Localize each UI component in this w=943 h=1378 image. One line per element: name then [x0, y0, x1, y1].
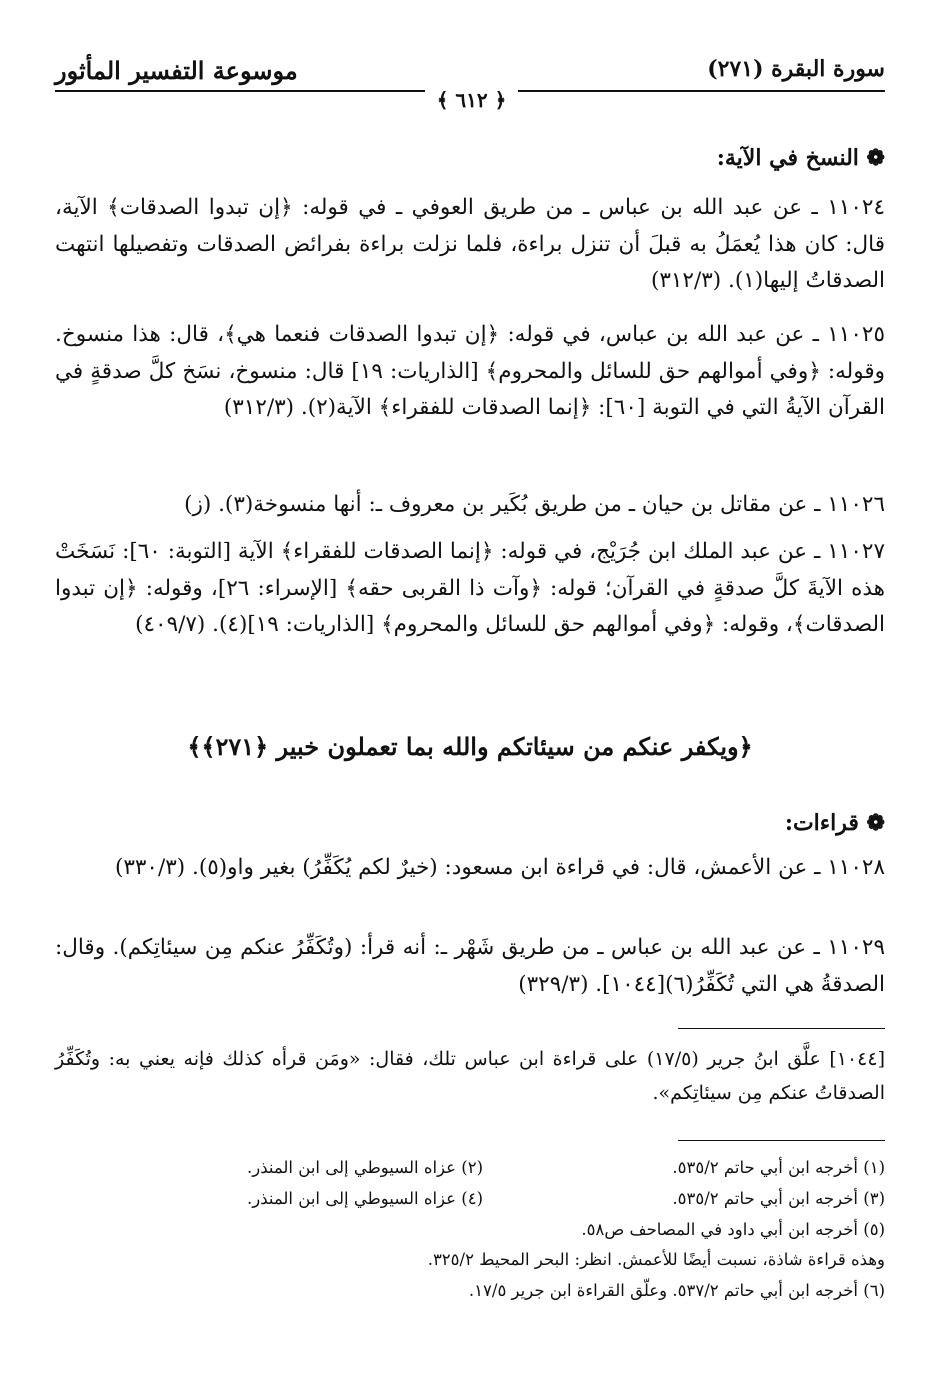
running-header [55, 52, 885, 92]
narration-11025: ١١٠٢٥ ـ عن عبد الله بن عباس، في قوله: ﴿إن تبدوا الصدقات فنعما هي﴾، قال: هذا منسوخ. وقوله: ﴿وفي أموالهم حق للسائل والمحروم﴾ [الذاريات: ١٩] قال: منسوخ، نسَخ كلَّ صدقةٍ في القرآن الآيةُ التي في التوبة [٦٠]: ﴿إنما الصدقات للفقراء﴾ الآية(٢). (٣١٢/٣) [55, 322, 885, 420]
commentary-separator [678, 1028, 885, 1029]
page-number: ﴾ ٦١٢ ﴿ [0, 88, 943, 112]
footnote-5: (٥) أخرجه ابن أبي داود في المصاحف ص٥٨. [581, 1220, 885, 1239]
narration-11027: ١١٠٢٧ ـ عن عبد الملك ابن جُرَيْج، في قوله: ﴿إنما الصدقات للفقراء﴾ الآية [التوبة: ٦٠]: نَسَخَتْ هذه الآيةَ كلَّ صدقةٍ في القرآن؛ قوله: ﴿وآت ذا القربى حقه﴾ [الإسراء: ٢٦]، وقوله: ﴿إن تبدوا الصدقات﴾، وقوله: ﴿وفي أموالهم حق للسائل والمحروم﴾ [الذاريات: ١٩](٤). (٤٠٩/٧) [55, 539, 885, 637]
section-heading-abrogation: ❁ النسخ في الآية: [716, 145, 885, 171]
narration-11026: ١١٠٢٦ ـ عن مقاتل بن حيان ـ من طريق بُكَير بن معروف ـ: أنها منسوخة(٣). (ز) [184, 492, 885, 517]
footnote-6: (٦) أخرجه ابن أبي حاتم ٥٣٧/٢. وعلّق القراءة ابن جرير ١٧/٥. [468, 1281, 885, 1300]
footnote-5-note: وهذه قراءة شاذة، نسبت أيضًا للأعمش. انظر: البحر المحيط ٣٢٥/٢. [427, 1250, 885, 1269]
footnote-4: (٤) عزاه السيوطي إلى ابن المنذر. [247, 1189, 483, 1208]
surah-title: سورة البقرة (٢٧١) [707, 56, 885, 82]
narration-11024: ١١٠٢٤ ـ عن عبد الله بن عباس ـ من طريق العوفي ـ في قوله: ﴿إن تبدوا الصدقات﴾ الآية، قال: كان هذا يُعمَلُ به قبلَ أن تنزل براءة، فلما نزلت براءة بفرائض الصدقات وتفصيلها انتهت الصدقاتُ إليها(١). (٣١٢/٣) [55, 195, 885, 293]
footnote-separator [678, 1140, 885, 1141]
narration-11029: ١١٠٢٩ ـ عن عبد الله بن عباس ـ من طريق شَهْر ـ: أنه قرأ: (وتُكَفِّرُ عنكم مِن سيئاتِكم). وقال: الصدقةُ هي التي تُكَفِّرُ(٦)[١٠٤٤]. (٣٢٩/٣) [55, 935, 885, 997]
quran-verse: ﴿ويكفر عنكم من سيئاتكم والله بما تعملون خبير ﴿٢٧١﴾﴾ [187, 732, 753, 761]
narration-11028: ١١٠٢٨ ـ عن الأعمش، قال: في قراءة ابن مسعود: (خيرٌ لكم يُكَفِّرُ) بغير واو(٥). (٣٣٠/٣) [114, 855, 885, 880]
commentary-note: [١٠٤٤] علَّق ابنُ جرير (١٧/٥) على قراءة ابن عباس تلك، فقال: «ومَن قرأه كذلك فإنه يعني به: وتُكَفِّرُ الصدقاتُ عنكم مِن سيئاتِكم». [55, 1048, 885, 1104]
footnote-2: (٢) عزاه السيوطي إلى ابن المنذر. [247, 1158, 483, 1177]
footnote-1: (١) أخرجه ابن أبي حاتم ٥٣٥/٢. [672, 1158, 885, 1177]
book-title: موسوعة التفسير المأثور [55, 56, 298, 85]
footnote-3: (٣) أخرجه ابن أبي حاتم ٥٣٥/٢. [672, 1189, 885, 1208]
section-heading-readings: ❁ قراءات: [784, 810, 885, 836]
